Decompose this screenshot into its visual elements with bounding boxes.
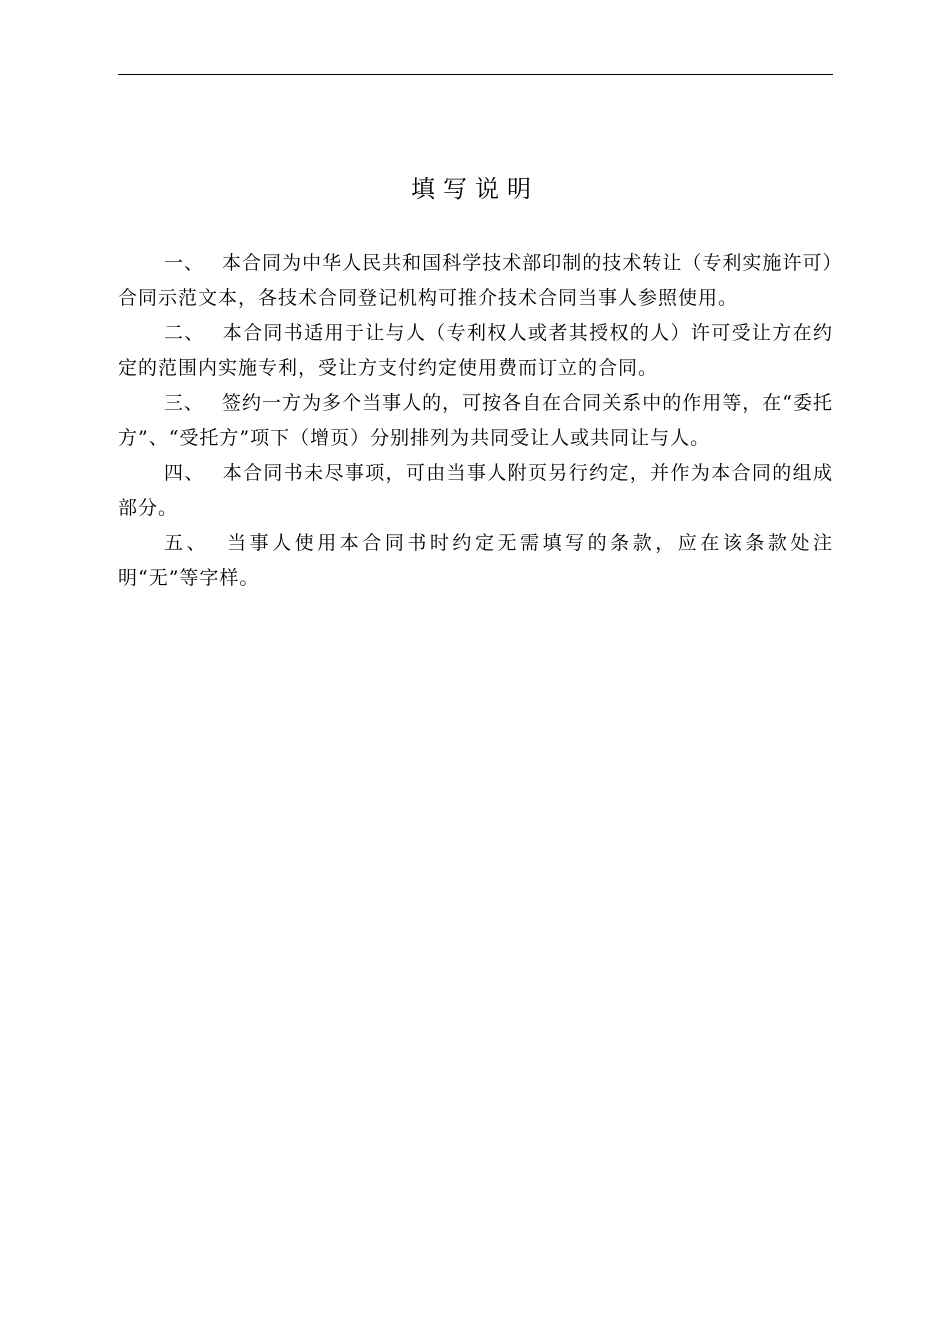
- header-rule: [118, 74, 833, 75]
- clause-text: 签约一方为多个当事人的，可按各自在合同关系中的作用等，在“委托方”、“受托方”项下（增页）分别排列为共同受让人或共同让与人。: [118, 392, 833, 449]
- clause-number: 一、: [164, 252, 205, 274]
- clause-text: 本合同书适用于让与人（专利权人或者其授权的人）许可受让方在约定的范围内实施专利，受让方支付约定使用费而订立的合同。: [118, 322, 833, 379]
- clause-text: 本合同为中华人民共和国科学技术部印制的技术转让（专利实施许可）合同示范文本，各技术合同登记机构可推介技术合同当事人参照使用。: [118, 252, 833, 309]
- clause-5: [118, 526, 833, 596]
- clause-number: 五、: [164, 532, 210, 554]
- clause-number: 三、: [164, 392, 205, 414]
- clause-2: [118, 316, 833, 386]
- clause-3: [118, 386, 833, 456]
- clause-text: 当事人使用本合同书时约定无需填写的条款，应在该条款处注明“无”等字样。: [118, 532, 833, 589]
- clause-text: 本合同书未尽事项，可由当事人附页另行约定，并作为本合同的组成部分。: [118, 462, 833, 519]
- clause-number: 四、: [164, 462, 205, 484]
- clause-4: [118, 456, 833, 526]
- clause-number: 二、: [164, 322, 205, 344]
- page-title: 填写说明: [411, 175, 539, 203]
- clause-1: [118, 246, 833, 316]
- instructions-body: [118, 246, 833, 596]
